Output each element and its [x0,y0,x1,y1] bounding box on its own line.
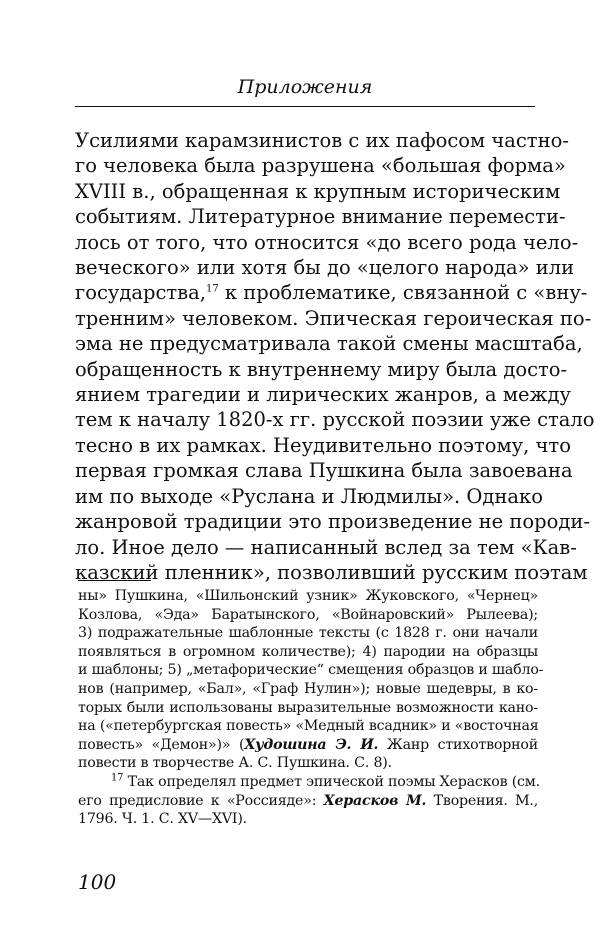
text-fragment: Так определял предмет эпической поэмы Херасков (см. [127,773,540,790]
footnote-number: 17 [111,772,124,784]
text-line: тренним» человеком. Эпическая героическая по- [75,306,592,330]
text-line: янием трагедии и лирических жанров, а между [75,383,571,407]
footnote-rule [78,580,151,581]
note-line: 3) подражательные шаблонные тексты (с 1828 г. они начали [78,625,538,642]
text-fragment: Жанр стихотворной [378,736,538,753]
text-fragment: государства, [75,281,206,305]
text-line: тесно в их рамках. Неудивительно поэтому, что [75,433,571,457]
note-line: ны» Пушкина, «Шильонский узник» Жуковского, «Чернец» [78,588,538,604]
note-line: появляться в огромном количестве); 4) пародии на образцы [78,643,538,660]
author-citation: Худошина Э. И. [244,736,379,753]
text-line: веческого» или хотя бы до «целого народа» или [75,256,575,280]
text-line: им по выходе «Руслана и Людмилы». Однако [75,484,543,508]
author-citation: Херасков М. [323,792,427,809]
text-line: го человека была разрушена «большая форма» [75,154,566,178]
note-line [78,736,538,755]
running-header: Приложения [237,76,373,98]
text-line: эма не предусматривала такой смены масштаба, [75,332,583,356]
text-line [75,280,588,305]
text-fragment: Творения. М., [426,792,539,809]
text-line: казский пленник», позволивший русским поэтам [75,560,588,584]
page-number: 100 [78,870,117,894]
note-line: повести в творчестве А. С. Пушкина. С. 8). [78,755,392,772]
text-line: обращенность к внутреннему миру была досто- [75,357,568,381]
text-line: событиям. Литературное внимание перемести- [75,205,566,229]
text-fragment: повесть» «Демон»)» ( [78,736,245,753]
text-line: жанровой традиции это произведение не породи- [75,510,590,534]
header-rule [75,106,535,107]
note-line: 1796. Ч. 1. С. XV—XVI). [78,811,247,828]
note-line: на («петербургская повесть» «Медный всадник» и «восточная [78,718,539,735]
main-text [75,128,595,585]
text-line: ло. Иное дело — написанный вслед за тем «Кав- [75,535,577,559]
footnote-17 [78,773,538,792]
text-fragment: его предисловие к «Россияде»: [78,792,324,809]
text-line: тем к началу 1820-х гг. русской поэзии уже стало [75,408,595,432]
note-line: Козлова, «Эда» Баратынского, «Войнаровский» Рылеева); [78,606,538,623]
note-line: и шаблоны; 5) „метафорические“ смещения образцов и шабло- [78,662,544,679]
text-fragment: к проблематике, связанной с «вну- [224,281,588,305]
note-line: торых были использованы выразительные возможности кано- [78,699,538,716]
text-line: Усилиями карамзинистов с их пафосом частно- [75,129,569,152]
footnote-ref[interactable]: 17 [205,283,219,295]
note-line [78,792,538,811]
footnotes [78,587,544,829]
text-line: лось от того, что относится «до всего рода чело- [75,230,579,254]
note-line: нов (например, «Бал», «Граф Нулин»); новые шедевры, в ко- [78,680,538,697]
text-line: XVIII в., обращенная к крупным историческим [75,179,561,203]
text-line: первая громкая слава Пушкина была завоевана [75,459,573,483]
